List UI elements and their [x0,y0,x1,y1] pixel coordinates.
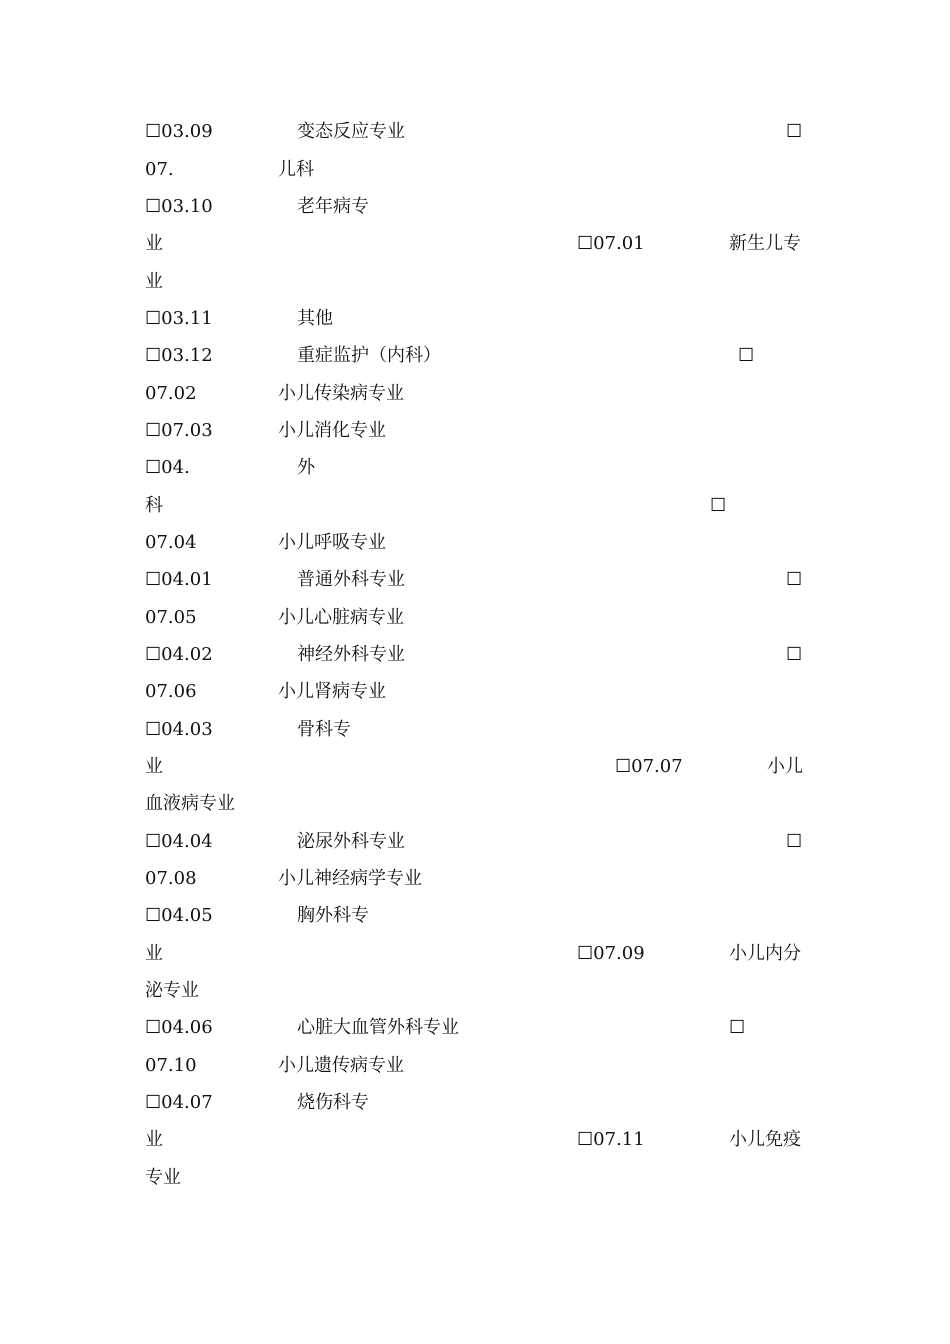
line-label: 骨科专 [297,719,351,740]
line-code: ☐04. [145,457,190,478]
line-right-label: 小儿免疫 [729,1129,801,1150]
line-label: 心脏大血管外科专业 [297,1017,459,1038]
line-code: 07.06 [145,681,197,702]
line-label: 胸外科专 [297,905,369,926]
line-code: 07.10 [145,1055,197,1076]
checkbox-glyph: ☐ [786,831,803,852]
checkbox-glyph: ☐ [786,569,803,590]
line-label: 小儿肾病专业 [278,681,386,702]
checkbox-glyph: ☐ [786,121,803,142]
line-right-code: ☐07.01 [577,233,645,254]
line-code: 业 [145,943,163,964]
line-right-code: ☐07.11 [577,1129,645,1150]
line-code: 业 [145,271,163,292]
line-label: 小儿神经病学专业 [278,868,422,889]
line-code: ☐03.11 [145,308,213,329]
line-label: 其他 [297,308,333,329]
line-label: 重症监护（内科） [297,345,441,366]
line-code: 专业 [145,1167,181,1188]
line-label: 泌尿外科专业 [297,831,405,852]
line-code: ☐04.05 [145,905,213,926]
checkbox-glyph: ☐ [710,495,727,516]
line-label: 小儿遗传病专业 [278,1055,404,1076]
line-label: 烧伤科专 [297,1092,369,1113]
line-label: 普通外科专业 [297,569,405,590]
line-code: ☐07.03 [145,420,213,441]
line-code: 血液病专业 [145,793,235,814]
line-code: 业 [145,756,163,777]
line-code: 07.02 [145,383,197,404]
checkbox-glyph: ☐ [729,1017,746,1038]
line-code: 泌专业 [145,980,199,1001]
line-code: 业 [145,1129,163,1150]
line-label: 小儿传染病专业 [278,383,404,404]
line-label: 小儿呼吸专业 [278,532,386,553]
line-code: 07.04 [145,532,197,553]
line-code: ☐04.03 [145,719,213,740]
line-code: ☐04.01 [145,569,213,590]
line-code: 科 [145,495,163,516]
line-label: 儿科 [278,159,314,180]
line-label: 外 [297,457,315,478]
line-code: ☐03.12 [145,345,213,366]
line-code: ☐04.02 [145,644,213,665]
line-label: 变态反应专业 [297,121,405,142]
line-code: ☐04.06 [145,1017,213,1038]
line-label: 小儿消化专业 [278,420,386,441]
checkbox-glyph: ☐ [786,644,803,665]
line-code: 07.08 [145,868,197,889]
line-code: 07.05 [145,607,197,628]
line-label: 小儿心脏病专业 [278,607,404,628]
checkbox-glyph: ☐ [738,345,755,366]
line-code: ☐03.10 [145,196,213,217]
line-right-code: ☐07.09 [577,943,645,964]
line-code: ☐03.09 [145,121,213,142]
line-code: ☐04.07 [145,1092,213,1113]
line-code: 业 [145,233,163,254]
line-code: 07. [145,159,174,180]
line-label: 老年病专 [297,196,369,217]
line-code: ☐04.04 [145,831,213,852]
line-right-code: ☐07.07 [615,756,683,777]
line-label: 神经外科专业 [297,644,405,665]
line-right-label: 小儿内分 [729,943,801,964]
line-right-label: 新生儿专 [729,233,801,254]
line-right-label: 小儿 [767,756,803,777]
